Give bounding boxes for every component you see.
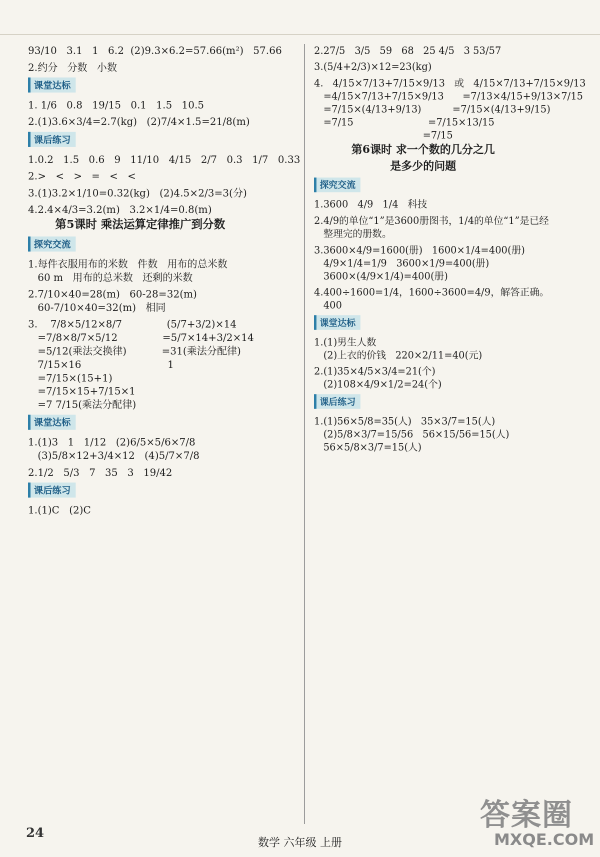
left-column <box>28 44 301 517</box>
answer-line: 4. 4/15×7/13+7/15×9/13 或 4/15×7/13+7/15×9/13 <box>314 77 586 89</box>
answer-line: 7/15×16 1 <box>28 358 174 371</box>
answer-line: =7/15 <box>314 129 453 141</box>
answer-line: 1.0.2 1.5 0.6 9 11/10 4/15 2/7 0.3 1/7 0.33 <box>28 153 301 166</box>
answer-line: =7/8×8/7×5/12 =5/7×14+3/2×14 <box>28 331 254 344</box>
answer-line: 2.1/2 5/3 7 35 3 19/42 <box>28 466 173 479</box>
answer-line: 60-7/10×40=32(m) 相同 <box>28 301 166 314</box>
answer-line: =4/15×7/13+7/15×9/13 =7/13×4/15+9/13×7/15 <box>314 90 584 102</box>
answer-line: =7/15×(4/13+9/13) =7/15×(4/13+9/15) <box>314 103 551 115</box>
answer-line: 3.(1)3.2×1/10=0.32(kg) (2)4.5×2/3=3(分) <box>28 187 247 199</box>
column-divider <box>304 44 305 824</box>
answer-line: 93/10 3.1 1 6.2 (2)9.3×6.2=57.66(m²) 57.66 <box>28 44 282 57</box>
watermark-bottom: MXQE.COM <box>494 830 595 849</box>
answer-line: 4.400÷1600=1/4，1600÷3600=4/9，解答正确。 <box>314 286 550 299</box>
answer-line: 400 <box>314 299 342 312</box>
watermark-logo <box>480 790 595 850</box>
answer-line: 2.4/9的单位“1”是3600册图书，1/4的单位“1”是已经 <box>314 215 549 227</box>
answer-line: 1.3600 4/9 1/4 科技 <box>314 198 428 211</box>
answer-line: 2.(1)3.6×3/4=2.7(kg) (2)7/4×1.5=21/8(m) <box>28 115 250 128</box>
section-badge: 探究交流 <box>314 178 360 193</box>
section-badge: 课后练习 <box>28 483 76 498</box>
answer-line: 2.(1)35×4/5×3/4=21(个) <box>314 365 436 378</box>
answer-line: (2)上衣的价钱 220×2/11=40(元) <box>314 349 483 361</box>
section-badge: 探究交流 <box>28 236 76 251</box>
section-badge: 课后练习 <box>28 132 76 147</box>
watermark-top: 答案圈 <box>480 798 573 833</box>
top-rule <box>0 34 600 35</box>
answer-line: =5/12(乘法交换律) =31(乘法分配律) <box>28 345 241 358</box>
answer-line: 2.27/5 3/5 59 68 25 4/5 3 53/57 <box>314 44 502 57</box>
page-number: 24 <box>26 826 45 841</box>
section-badge: 课堂达标 <box>314 315 360 330</box>
answer-line: 2.约分 分数 小数 <box>28 61 118 74</box>
answer-line: 1.(1)56×5/8=35(人) 35×3/7=15(人) <box>314 415 496 427</box>
answer-line: 3.(5/4+2/3)×12=23(kg) <box>314 61 432 73</box>
answer-line: 3.3600×4/9=1600(册) 1600×1/4=400(册) <box>314 244 525 256</box>
answer-line: 2.> < > = < < <box>28 170 136 183</box>
lesson-heading: 第6课时 求一个数的几分之几 <box>351 143 495 157</box>
answer-line: 3. 7/8×5/12×8/7 (5/7+3/2)×14 <box>28 318 237 331</box>
answer-line: 1.(1)C (2)C <box>28 504 91 517</box>
answer-line: (3)5/8×12+3/4×12 (4)5/7×7/8 <box>28 449 200 462</box>
answer-line: 4/9×1/4=1/9 3600×1/9=400(册) <box>314 257 490 269</box>
answer-line: 1.(1)3 1 1/12 (2)6/5×5/6×7/8 <box>28 436 196 449</box>
right-column <box>314 44 586 454</box>
answer-line: 1. 1/6 0.8 19/15 0.1 1.5 10.5 <box>28 99 205 111</box>
lesson-heading: 是多少的问题 <box>390 159 457 173</box>
answer-line: 1.(1)男生人数 <box>314 336 377 348</box>
lesson-heading: 第5课时 乘法运算定律推广到分数 <box>55 218 226 232</box>
answer-line: =7 7/15(乘法分配律) <box>28 398 137 411</box>
section-badge: 课后练习 <box>314 394 360 409</box>
answer-line: 4.2.4×4/3=3.2(m) 3.2×1/4=0.8(m) <box>28 203 212 216</box>
section-badge: 课堂达标 <box>28 415 76 430</box>
answer-line: 整理完的册数。 <box>314 228 392 240</box>
answer-line: (2)108×4/9×1/2=24(个) <box>314 378 442 391</box>
footer-subject: 数学 六年级 上册 <box>258 836 342 849</box>
answer-line: 1.每件衣服用布的米数 件数 用布的总米数 <box>28 258 228 270</box>
answer-line: 2.7/10×40=28(m) 60-28=32(m) <box>28 288 197 301</box>
section-badge: 课堂达标 <box>28 77 76 92</box>
answer-line: (2)5/8×3/7=15/56 56×15/56=15(人) <box>314 428 510 440</box>
answer-line: 56×5/8×3/7=15(人) <box>314 441 422 453</box>
answer-line: 3600×(4/9×1/4)=400(册) <box>314 270 448 282</box>
answer-line: =7/15×(15+1) <box>28 372 113 384</box>
answer-line: 60 m 用布的总米数 还剩的米数 <box>28 271 193 284</box>
answer-line: =7/15×15+7/15×1 <box>28 385 136 398</box>
answer-line: =7/15 =7/15×13/15 <box>314 116 495 128</box>
